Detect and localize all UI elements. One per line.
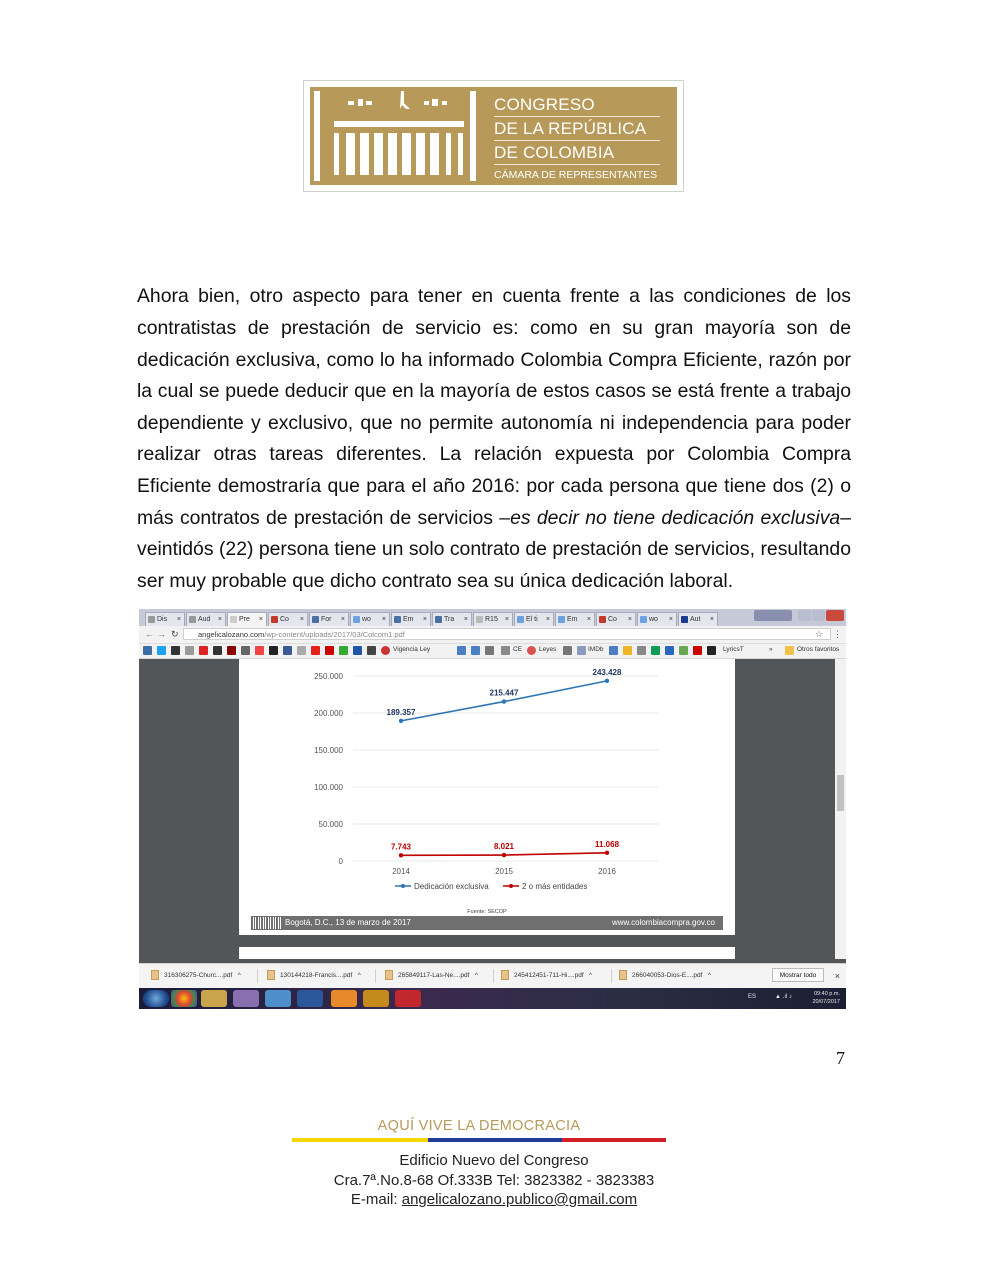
download-filename: 130144218-Francis....pdf xyxy=(280,972,353,979)
browser-tab[interactable] xyxy=(309,612,349,626)
tab-close-icon[interactable]: × xyxy=(258,616,263,623)
bookmark-icon[interactable] xyxy=(457,646,466,655)
tab-favicon-icon xyxy=(640,616,647,623)
footer-email-line xyxy=(292,1190,696,1210)
download-filename: 265849117-Las-Ne....pdf xyxy=(398,972,470,979)
forward-icon[interactable]: → xyxy=(157,629,166,639)
close-downloads-icon[interactable]: × xyxy=(834,971,840,981)
logo-line-1: CONGRESO xyxy=(494,95,660,117)
bookmark-icon[interactable] xyxy=(665,646,674,655)
download-item[interactable]: 316306275-Churc....pdf ^ xyxy=(151,969,241,983)
download-item[interactable]: 265849117-Las-Ne....pdf ^ xyxy=(385,969,478,983)
email-label: E-mail: xyxy=(350,1191,402,1208)
pdf-file-icon xyxy=(151,970,159,980)
url-input[interactable] xyxy=(183,628,831,640)
pdf-file-icon xyxy=(501,970,509,980)
tab-close-icon[interactable]: × xyxy=(299,616,304,623)
tab-close-icon[interactable]: × xyxy=(545,616,550,623)
tab-label: wo xyxy=(649,616,658,623)
flag-stripe xyxy=(292,1138,666,1142)
bookmark-icon[interactable] xyxy=(707,646,716,655)
tab-favicon-icon xyxy=(476,616,483,623)
pdf-footer-url: www.colombiacompra.gov.co xyxy=(611,918,715,927)
footer-street: Cra.7ª.No.8-68 Of.333B Tel: 3823382 - 3823383 xyxy=(333,1171,655,1189)
download-item[interactable]: 245412451-711-Hi....pdf ^ xyxy=(501,969,592,983)
tab-favicon-icon xyxy=(230,616,237,623)
bookmark-icon[interactable] xyxy=(527,646,536,655)
bookmark-icon[interactable] xyxy=(227,646,236,655)
legend-label: 2 o más entidades xyxy=(522,882,588,891)
language-indicator[interactable]: ES xyxy=(747,994,756,1000)
bookmark-icon[interactable] xyxy=(609,646,618,655)
tab-favicon-icon xyxy=(435,616,442,623)
bookmark-icon[interactable] xyxy=(381,646,390,655)
clock-time: 09:40 p.m. xyxy=(814,991,840,997)
line-chart xyxy=(239,659,735,919)
browser-tab[interactable] xyxy=(227,612,267,626)
bookmark-icon[interactable] xyxy=(339,646,348,655)
bookmark-icon[interactable] xyxy=(693,646,702,655)
pdf-file-icon xyxy=(619,970,627,980)
data-point xyxy=(502,699,506,703)
address-bar-row xyxy=(139,626,846,644)
y-tick-label: 100.000 xyxy=(314,783,343,792)
bookmark-icon[interactable] xyxy=(269,646,278,655)
bookmark-icon[interactable] xyxy=(157,646,166,655)
bookmark-label[interactable]: Otros favoritos xyxy=(797,646,840,653)
y-tick-label: 150.000 xyxy=(314,746,343,755)
browser-tab[interactable] xyxy=(432,612,472,626)
tab-label: For xyxy=(321,616,332,623)
bookmark-icon[interactable] xyxy=(213,646,222,655)
browser-tab[interactable] xyxy=(145,612,185,626)
y-tick-label: 0 xyxy=(338,857,343,866)
bookmark-icon[interactable] xyxy=(255,646,264,655)
word-icon[interactable] xyxy=(297,990,323,1007)
pdf-file-icon xyxy=(267,970,275,980)
divider xyxy=(375,969,376,983)
tray-clock[interactable] xyxy=(812,990,840,1006)
url-path: /wp-content/uploads/2017/03/Colcom1.pdf xyxy=(264,630,405,639)
bookmark-icon[interactable] xyxy=(637,646,646,655)
tab-favicon-icon xyxy=(189,616,196,623)
flag-red xyxy=(562,1138,666,1142)
data-point xyxy=(605,851,609,855)
app-icon[interactable] xyxy=(265,990,291,1007)
tab-close-icon[interactable]: × xyxy=(463,616,468,623)
bookmark-icon[interactable] xyxy=(185,646,194,655)
scrollbar-thumb[interactable] xyxy=(837,775,844,811)
tab-close-icon[interactable]: × xyxy=(504,616,509,623)
logo-line-2: DE LA REPÚBLICA xyxy=(494,119,660,141)
tab-close-icon[interactable]: × xyxy=(627,616,632,623)
maximize-icon[interactable] xyxy=(812,610,825,621)
tab-label: Co xyxy=(280,616,289,623)
tab-close-icon[interactable]: × xyxy=(422,616,427,623)
bookmark-label[interactable]: CE xyxy=(513,646,523,653)
pdf-next-page xyxy=(239,947,735,959)
tab-favicon-icon xyxy=(599,616,606,623)
flag-blue xyxy=(428,1138,562,1142)
bookmark-icon[interactable] xyxy=(651,646,660,655)
footer-building: Edificio Nuevo del Congreso xyxy=(399,1152,589,1169)
show-all-button[interactable]: Mostrar todo xyxy=(772,968,824,982)
browser-tab-bar xyxy=(139,609,846,626)
barcode-icon xyxy=(253,917,281,929)
tray-icons[interactable]: ▲ .ıl ♪ xyxy=(775,994,792,1000)
tab-close-icon[interactable]: × xyxy=(709,616,714,623)
tab-label: wo xyxy=(362,616,371,623)
browser-screenshot xyxy=(139,609,846,1009)
logo-subtitle: CÁMARA DE REPRESENTANTES xyxy=(494,169,658,181)
chart-source: Fuente: SECOP xyxy=(467,909,507,915)
logo-line-3: DE COLOMBIA xyxy=(494,143,660,165)
x-tick-label: 2016 xyxy=(598,867,616,876)
tab-label: Tra xyxy=(444,616,455,623)
bookmark-icon[interactable] xyxy=(353,646,362,655)
back-icon[interactable]: ← xyxy=(145,629,154,639)
paragraph-italic: –es decir no tiene dedicación exclusiva xyxy=(499,506,841,529)
download-filename: 266040053-Dios-E....pdf xyxy=(632,972,703,979)
paragraph-text-end: – veintidós (22) persona tiene un solo contrato de prestación de servicios, resultando ser muy probable que dicho contrato sea su única dedicación laboral. xyxy=(137,506,851,592)
tab-close-icon[interactable]: × xyxy=(217,616,222,623)
folder-icon xyxy=(785,646,794,655)
download-item[interactable]: 130144218-Francis....pdf ^ xyxy=(267,969,361,983)
music-icon[interactable] xyxy=(363,990,389,1007)
tab-favicon-icon xyxy=(271,616,278,623)
browser-tab[interactable] xyxy=(350,612,390,626)
x-tick-label: 2014 xyxy=(392,867,410,876)
data-point xyxy=(399,719,403,723)
tab-label: Pre xyxy=(239,616,250,623)
download-filename: 245412451-711-Hi....pdf xyxy=(514,972,584,979)
paragraph-text: Ahora bien, otro aspecto para tener en cuenta frente a las condiciones de los contratistas de prestación de servicio es: como en su gran mayoría son de dedicación exclusiva, como lo ha informado Colombia Compra Eficiente, razón por la cual se puede deducir que en la mayoría de estos casos se está frente a trabajo dependiente y exclusivo, que no permite autonomía ni independencia para poder realizar otras tareas diferentes. La relación expuesta por Colombia Compra Eficiente demostraría que para el año 2016: por cada persona que tiene dos (2) o más contratos de prestación de servicios xyxy=(137,285,851,529)
logo-wordmark xyxy=(494,95,660,181)
data-point xyxy=(399,853,403,857)
minimize-icon[interactable] xyxy=(798,610,811,621)
bookmark-icon[interactable] xyxy=(241,646,250,655)
data-label: 189.357 xyxy=(386,707,416,717)
tab-label: Aut xyxy=(690,616,701,623)
tab-favicon-icon xyxy=(558,616,565,623)
tab-favicon-icon xyxy=(517,616,524,623)
bookmark-icon[interactable] xyxy=(325,646,334,655)
tab-close-icon[interactable]: × xyxy=(668,616,673,623)
tab-close-icon[interactable]: × xyxy=(176,616,181,623)
more-bookmarks-icon[interactable]: » xyxy=(769,646,773,653)
y-tick-label: 200.000 xyxy=(314,709,343,718)
bookmark-label[interactable]: IMDb xyxy=(588,646,604,653)
browser-tab[interactable] xyxy=(473,612,513,626)
data-label: 8.021 xyxy=(493,842,515,852)
download-filename: 316306275-Churc....pdf xyxy=(164,972,233,979)
data-label: 11.068 xyxy=(594,839,620,849)
bookmarks-bar xyxy=(139,644,846,659)
pdf-footer-bar xyxy=(251,916,723,930)
explorer-icon[interactable] xyxy=(201,990,227,1007)
close-icon[interactable] xyxy=(826,610,844,621)
logo-background xyxy=(310,87,677,185)
bookmark-icon[interactable] xyxy=(143,646,152,655)
footer-motto: AQUÍ VIVE LA DEMOCRACIA xyxy=(377,1118,581,1134)
data-label: 215.447 xyxy=(489,688,519,698)
window-controls xyxy=(754,610,844,622)
browser-tab[interactable] xyxy=(186,612,226,626)
data-label: 243.428 xyxy=(592,667,622,677)
bookmark-icon[interactable] xyxy=(311,646,320,655)
tab-label: Dis xyxy=(157,616,168,623)
legend-marker xyxy=(401,884,405,888)
pdf-file-icon xyxy=(385,970,393,980)
bookmark-icon[interactable] xyxy=(485,646,494,655)
divider xyxy=(611,969,612,983)
browser-tab[interactable] xyxy=(678,612,718,626)
scrollbar[interactable] xyxy=(835,659,846,959)
footer-address xyxy=(292,1151,696,1210)
start-button-icon[interactable] xyxy=(143,990,169,1007)
bookmark-icon[interactable] xyxy=(679,646,688,655)
browser-tab[interactable] xyxy=(596,612,636,626)
legend-marker xyxy=(509,884,513,888)
data-point xyxy=(605,679,609,683)
url-host: angelicalozano.com xyxy=(198,630,265,639)
divider xyxy=(257,969,258,983)
star-icon[interactable]: ☆ xyxy=(815,629,824,639)
bookmark-icon[interactable] xyxy=(283,646,292,655)
bookmark-icon[interactable] xyxy=(501,646,510,655)
flag-yellow xyxy=(292,1138,428,1142)
y-tick-label: 50.000 xyxy=(318,820,343,829)
browser-tab[interactable] xyxy=(391,612,431,626)
tab-favicon-icon xyxy=(394,616,401,623)
tab-label: Aud xyxy=(198,616,211,623)
browser-tab[interactable] xyxy=(555,612,595,626)
capitol-building-icon xyxy=(314,91,476,181)
download-item[interactable]: 266040053-Dios-E....pdf ^ xyxy=(619,969,711,983)
tab-label: R15 xyxy=(485,616,498,623)
browser-tab[interactable] xyxy=(637,612,677,626)
app-icon[interactable] xyxy=(395,990,421,1007)
x-tick-label: 2015 xyxy=(495,867,513,876)
tab-favicon-icon xyxy=(312,616,319,623)
tab-label: El ti xyxy=(526,616,538,623)
divider xyxy=(493,969,494,983)
menu-icon[interactable]: ⋮ xyxy=(833,629,842,639)
app-icon[interactable] xyxy=(331,990,357,1007)
data-point xyxy=(502,853,506,857)
bookmark-icon[interactable] xyxy=(563,646,572,655)
tab-close-icon[interactable]: × xyxy=(586,616,591,623)
browser-tab[interactable] xyxy=(514,612,554,626)
tab-favicon-icon xyxy=(681,616,688,623)
bookmark-icon[interactable] xyxy=(171,646,180,655)
body-paragraph xyxy=(137,281,851,597)
bookmark-icon[interactable] xyxy=(623,646,632,655)
tab-label: Co xyxy=(608,616,617,623)
windows-taskbar xyxy=(139,988,846,1009)
bookmark-icon[interactable] xyxy=(297,646,306,655)
chrome-icon[interactable] xyxy=(171,990,197,1007)
downloads-bar xyxy=(139,963,846,988)
reload-icon[interactable]: ↻ xyxy=(171,629,179,639)
profile-badge[interactable] xyxy=(754,610,792,621)
legend-label: Dedicación exclusiva xyxy=(414,882,489,891)
pdf-footer-date: Bogotá, D.C., 13 de marzo de 2017 xyxy=(285,918,411,927)
bookmark-icon[interactable] xyxy=(367,646,376,655)
data-label: 7.743 xyxy=(390,842,412,852)
tab-favicon-icon xyxy=(148,616,155,623)
clock-date: 20/07/2017 xyxy=(812,999,840,1005)
browser-tab[interactable] xyxy=(268,612,308,626)
email-link[interactable]: angelicalozano.publico@gmail.com xyxy=(401,1191,638,1208)
tab-close-icon[interactable]: × xyxy=(381,616,386,623)
tab-favicon-icon xyxy=(353,616,360,623)
y-tick-label: 250.000 xyxy=(314,672,343,681)
bookmark-label[interactable]: Vigencia Ley xyxy=(393,646,431,653)
media-player-icon[interactable] xyxy=(233,990,259,1007)
tab-label: Em xyxy=(403,616,414,623)
congress-logo xyxy=(303,80,684,192)
bookmark-label[interactable]: LyricsT xyxy=(723,646,744,653)
bookmark-icon[interactable] xyxy=(577,646,586,655)
bookmark-icon[interactable] xyxy=(471,646,480,655)
page-number: 7 xyxy=(836,1048,845,1068)
bookmark-label[interactable]: Leyes xyxy=(539,646,557,653)
bookmark-icon[interactable] xyxy=(199,646,208,655)
tab-close-icon[interactable]: × xyxy=(340,616,345,623)
tab-label: Em xyxy=(567,616,578,623)
